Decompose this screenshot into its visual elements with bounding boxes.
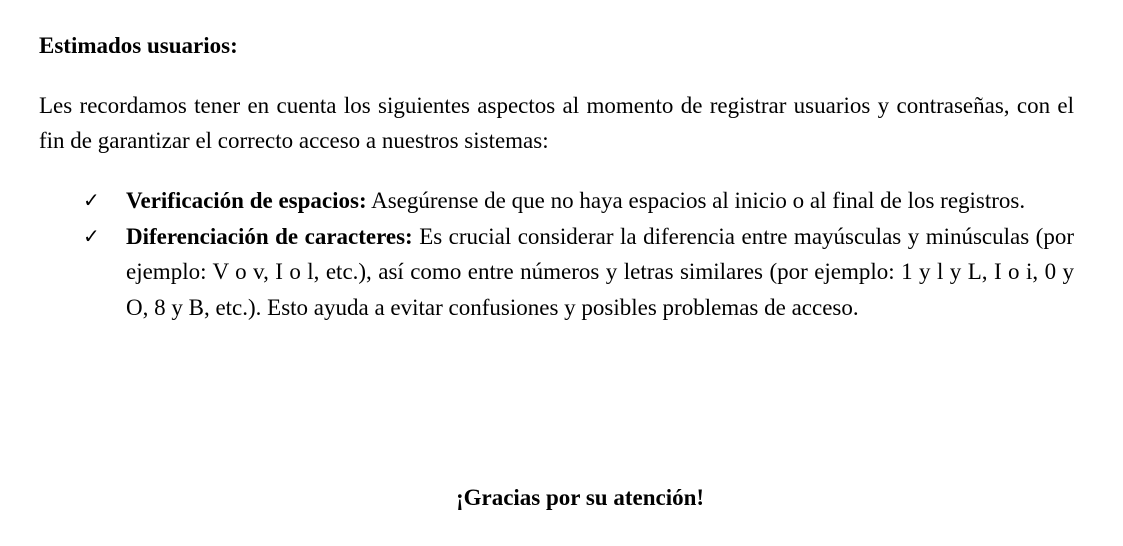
intro-paragraph: Les recordamos tener en cuenta los siguientes aspectos al momento de registrar usuarios y contraseñas, con el fin de garantizar el correcto acceso a nuestros sistemas:: [39, 93, 1074, 153]
checklist: [0, 183, 1123, 325]
checkmark-icon: ✓: [83, 223, 100, 248]
checkmark-icon: ✓: [83, 188, 100, 212]
list-item-title: Diferenciación de caracteres:: [126, 223, 413, 249]
list-item-body: Asegúrense de que no haya espacios al inicio o al final de los registros.: [366, 188, 1026, 213]
list-item: [0, 183, 1123, 219]
list-item-body: Es crucial considerar la diferencia entre mayúsculas y minúsculas (por ejemplo: V o v, I o l, etc.), así como entre números y letras similares (por ejemplo: 1 y l y L, I o i, 0 y O, 8 y B, etc.). Esto ayuda a evitar confusiones y posibles problemas de acceso.: [126, 223, 1074, 320]
list-item: [0, 219, 1123, 326]
list-item-text: [126, 183, 1074, 219]
list-item-title: Verificación de espacios:: [126, 188, 367, 213]
list-item-text: [126, 219, 1074, 326]
closing-message: ¡Gracias por su atención!: [455, 485, 705, 510]
greeting-heading: Estimados usuarios:: [39, 33, 238, 58]
